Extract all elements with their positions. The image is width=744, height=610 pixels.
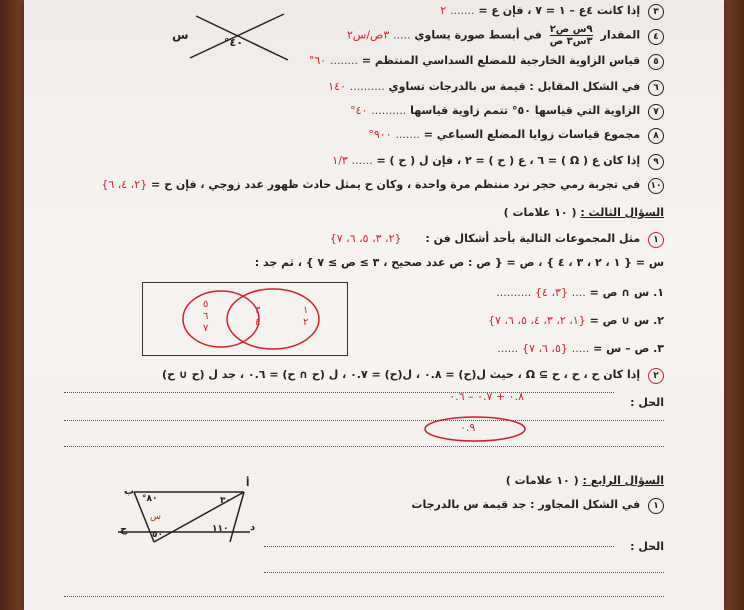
angle-label-x: س xyxy=(150,512,161,522)
handwritten-answer: ٢ xyxy=(440,4,447,17)
question-number: ٣ xyxy=(648,4,664,20)
question-text: إذا كانت ٤ع – ١ = ٧ ، فإن ع = xyxy=(478,4,641,17)
vertex-label-c: ج xyxy=(120,524,128,535)
set-item-1: ١. س ∩ ص = .... {٣، ٤} .......... xyxy=(496,286,664,299)
question-text: في الشكل المقابل : قيمة س بالدرجات تساوي xyxy=(388,80,641,93)
venn-element: ٣ xyxy=(255,305,261,316)
question-number: ٤ xyxy=(648,29,664,45)
venn-middle-region xyxy=(255,305,260,329)
item-expression: س ∪ ص = xyxy=(589,314,650,327)
question-text: في تجربة رمي حجر نرد منتظم مرة واحدة ، وكان ح يمثل حادث ظهور عدد زوجي ، فإن ح = xyxy=(151,178,641,191)
sets-text: س = { ١ ، ٢ ، ٣ ، ٤ } ، ص = { ص : ص عدد صحيح ، ٣ ≥ ص ≥ ٧ } ، ثم جد : xyxy=(254,256,664,269)
section-3-part-1 xyxy=(330,232,664,248)
question-number: ١٠ xyxy=(648,178,664,194)
unknown-x-label: س xyxy=(172,28,189,42)
solution-label: الحل : xyxy=(630,396,664,409)
question-4: ٤ المقدار ٩س ص٢ ٣س٣ ص في أبسط صورة يساوي ..... ٣ص/س٢ xyxy=(347,24,664,47)
question-text: مجموع قياسات زوايا المضلع السباعي = xyxy=(423,128,641,141)
question-8: ٨ مجموع قياسات زوايا المضلع السباعي = ....... ٩٠٠° xyxy=(368,128,664,144)
angle-label-110: ١١٠ xyxy=(212,524,229,534)
angle-label-80: ٨٠° xyxy=(142,494,158,504)
question-text: الزاوية التي قياسها ٥٠° تتمم زاوية قياسها xyxy=(410,104,641,117)
solution-line xyxy=(64,392,614,393)
venn-left-region xyxy=(303,305,308,329)
question-text-after: في أبسط صورة يساوي xyxy=(414,28,542,42)
handwritten-answer: ١/٣ xyxy=(332,154,348,167)
angle-label: ٤٠° xyxy=(224,36,243,49)
sets-definition xyxy=(255,256,664,269)
handwritten-answer: {١، ٢، ٣، ٤، ٥، ٦، ٧} xyxy=(488,314,586,327)
section-marks: ( ١٠ علامات ) xyxy=(503,206,577,219)
table-surface-left xyxy=(0,0,26,610)
question-7: ٧ الزاوية التي قياسها ٥٠° تتمم زاوية قياسها .......... ٤٠° xyxy=(350,104,664,120)
solution-line xyxy=(64,446,664,447)
fraction-denominator: ٣س٣ ص xyxy=(549,36,593,47)
question-6: ٦ في الشكل المقابل : قيمة س بالدرجات تساوي .......... ١٤٠ xyxy=(328,80,664,96)
geometry-figure xyxy=(114,482,254,552)
part-number: ١ xyxy=(648,232,664,248)
handwritten-answer: ٦٠° xyxy=(308,54,327,67)
venn-element: ١ xyxy=(303,305,309,316)
handwritten-answer: {٢، ٤، ٦} xyxy=(101,178,148,191)
solution-label: الحل : xyxy=(630,540,664,553)
venn-element: ٥ xyxy=(203,299,209,310)
solution-line xyxy=(64,596,664,597)
angle-label-50: ٥٠ xyxy=(152,530,163,540)
question-number: ٨ xyxy=(648,128,664,144)
solution-line xyxy=(264,572,664,573)
angle-label-30: ٣٠ xyxy=(220,496,231,506)
venn-circles xyxy=(143,283,347,355)
handwritten-answer: ١٤٠ xyxy=(328,80,346,93)
vertex-label-b: ب xyxy=(124,486,135,497)
venn-element: ٧ xyxy=(203,323,209,334)
part-text: مثل المجموعات التالية بأحد أشكال فن : xyxy=(425,232,641,245)
circle-s xyxy=(183,291,259,347)
item-expression: ص – س = xyxy=(593,342,650,355)
set-item-2 xyxy=(488,314,664,327)
venn-element: ٤ xyxy=(255,317,261,328)
venn-element: ٢ xyxy=(303,317,309,328)
section-3-part-2 xyxy=(162,368,664,384)
venn-right-region xyxy=(203,299,208,335)
exam-sheet xyxy=(24,0,724,610)
part-text: في الشكل المجاور : جد قيمة س بالدرجات xyxy=(411,498,641,511)
section-title: السؤال الثالث : xyxy=(580,206,664,219)
section-title: السؤال الرابع : xyxy=(582,474,664,487)
question-number: ٥ xyxy=(648,54,664,70)
part-number: ٢ xyxy=(648,368,664,384)
vertex-label-a: أ xyxy=(246,478,250,489)
question-text: قياس الزاوية الخارجية للمضلع السداسي المنتظم = xyxy=(361,54,641,67)
question-5: ٥ قياس الزاوية الخارجية للمضلع السداسي المنتظم = ........ ٦٠° xyxy=(309,54,664,70)
set-item-3: ٣. ص – س = ..... {٥، ٦، ٧} ...... xyxy=(497,342,664,355)
handwritten-work: ٠.٨ + ٠.٧ – ٠.٦ xyxy=(449,390,524,403)
item-number: ١. xyxy=(653,286,664,299)
question-text: المقدار xyxy=(600,28,641,42)
handwritten-answer: ٣ص/س٢ xyxy=(346,28,390,42)
fraction xyxy=(550,24,593,47)
handwritten-answer: {٣، ٤} xyxy=(535,286,568,299)
question-number: ٩ xyxy=(648,154,664,170)
table-surface-right xyxy=(722,0,744,610)
question-3: ٣ إذا كانت ٤ع – ١ = ٧ ، فإن ع = ....... ٢ xyxy=(440,4,664,20)
question-number: ٧ xyxy=(648,104,664,120)
part-text: إذا كان ح ، ح ، ح ⊇ Ω ، حيث ل(ح) = ٠.٨ ، ل(ح) = ٠.٧ ، ل (ح ∩ ح) = ٠.٦ ، جد ل (ح ∪ ح) xyxy=(162,368,641,381)
venn-element: ٦ xyxy=(203,311,209,322)
question-number: ٦ xyxy=(648,80,664,96)
section-3-heading xyxy=(504,206,664,219)
handwritten-answer: ٩٠٠° xyxy=(368,128,392,141)
item-number: ٣. xyxy=(653,342,664,355)
question-text: إذا كان ع ( Ω ) = ٦ ، ع ( ح ) = ٢ ، فإن ل ( ح ) = xyxy=(376,154,641,167)
section-4-heading xyxy=(506,474,664,487)
solution-line xyxy=(264,546,614,547)
section-marks: ( ١٠ علامات ) xyxy=(505,474,579,487)
segment xyxy=(230,492,244,542)
handwritten-result: ٠.٩ xyxy=(460,421,476,434)
item-expression: س ∩ ص = xyxy=(589,286,650,299)
part-number: ١ xyxy=(648,498,664,514)
question-9: ٩ إذا كان ع ( Ω ) = ٦ ، ع ( ح ) = ٢ ، فإن ل ( ح ) = ...... ١/٣ xyxy=(332,154,664,170)
fraction-numerator: ٩س ص٢ xyxy=(549,24,593,35)
handwritten-answer: ٤٠° xyxy=(350,104,368,117)
vertex-label-d: د xyxy=(250,522,256,533)
handwritten-answer: {٢، ٣، ٥، ٦، ٧} xyxy=(329,232,402,245)
item-number: ٢. xyxy=(653,314,664,327)
solution-line xyxy=(64,420,664,421)
question-10 xyxy=(101,178,664,194)
handwritten-answer: {٥، ٦، ٧} xyxy=(522,342,568,355)
section-4-part-1 xyxy=(411,498,664,514)
venn-diagram-box xyxy=(142,282,348,356)
